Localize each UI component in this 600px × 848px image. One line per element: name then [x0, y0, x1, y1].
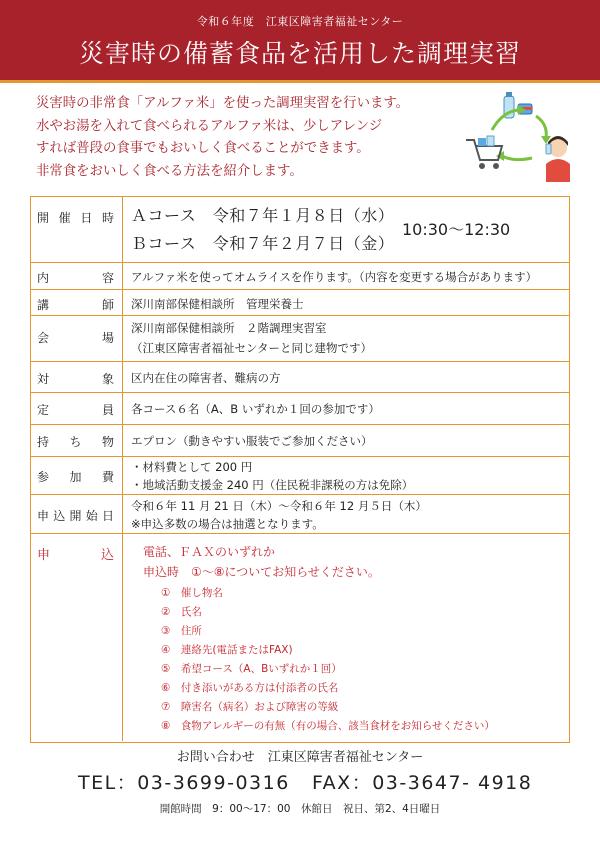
label-bring: 持ち物 — [37, 435, 114, 449]
label-date: 開催日時 — [37, 211, 114, 225]
application-item: ⑤ 希望コース（A、Bいずれか１回） — [161, 663, 342, 675]
intro-line: 非常食をおいしく食べる方法を紹介します。 — [36, 163, 303, 179]
row-date — [31, 197, 569, 262]
label-target: 対 象 — [37, 372, 114, 386]
period-line1: 令和６年 11 月 21 日（木）〜令和６年 12 月５日（木） — [131, 499, 427, 513]
event-details-table — [30, 196, 570, 743]
label-period: 申込開始日 — [37, 509, 114, 523]
intro-line: 水やお湯を入れて食べられるアルファ米は、少しアレンジ — [36, 118, 383, 134]
row-fee — [31, 456, 569, 494]
row-capacity — [31, 392, 569, 424]
phone-number: TEL：03-3699-0316 — [78, 772, 290, 794]
rolling-stock-illustration — [462, 90, 572, 182]
application-item: ⑧ 食物アレルギーの有無（有の場合、該当食材をお知らせください） — [161, 720, 495, 732]
label-fee: 参加費 — [37, 470, 114, 484]
target-value: 区内在住の障害者、難病の方 — [131, 371, 281, 385]
row-content — [31, 262, 569, 289]
row-target — [31, 361, 569, 392]
bring-value: エプロン（動きやすい服装でご参加ください） — [131, 434, 373, 448]
event-time: 10:30〜12:30 — [402, 220, 511, 239]
fee-line1: ・材料費として 200 円 — [131, 460, 253, 474]
label-lecturer: 講 師 — [37, 298, 114, 312]
row-period — [31, 494, 569, 533]
row-lecturer — [31, 289, 569, 315]
intro-line: すれば普段の食事でもおいしく食べることができます。 — [36, 141, 370, 156]
cycle-arrow-icon — [502, 156, 532, 160]
contact-heading: お問い合わせ 江東区障害者福祉センター — [176, 750, 424, 765]
application-method: 電話、ＦＡＸのいずれか — [143, 545, 276, 559]
label-content: 内 容 — [37, 271, 114, 285]
fee-line2: ・地域活動支援金 240 円（住民税非課税の方は免除） — [131, 478, 414, 492]
label-application: 申 込 — [37, 548, 114, 563]
header-banner — [0, 0, 600, 80]
venue-line1: 深川南部保健相談所 ２階調理実習室 — [131, 321, 327, 335]
intro-line: 災害時の非常食「アルファ米」を使った調理実習を行います。 — [36, 96, 410, 111]
header-subtitle: 令和６年度 江東区障害者福祉センター — [196, 15, 404, 28]
application-item: ② 氏名 — [161, 606, 202, 618]
lecturer-value: 深川南部保健相談所 管理栄養士 — [131, 297, 304, 311]
row-application — [31, 533, 569, 741]
capacity-value: 各コース６名（A、B いずれか１回の参加です） — [131, 402, 380, 416]
course-b: Ｂコース 令和７年２月７日（金） — [131, 234, 395, 253]
person-drinking-icon — [546, 136, 570, 182]
row-bring — [31, 424, 569, 456]
application-item: ⑥ 付き添いがある方は付添者の氏名 — [161, 682, 339, 694]
intro-text — [36, 93, 456, 183]
venue-line2: （江東区障害者福祉センターと同じ建物です） — [131, 341, 373, 355]
application-item: ⑦ 障害名（病名）および障害の等級 — [161, 701, 339, 713]
application-item: ① 催し物名 — [161, 587, 223, 599]
course-a: Ａコース 令和７年１月８日（水） — [131, 206, 395, 225]
application-item: ③ 住所 — [161, 625, 202, 637]
content-value: アルファ米を使ってオムライスを作ります。（内容を変更する場合があります） — [131, 270, 538, 284]
cycle-arrow-icon — [536, 116, 546, 138]
header-divider — [0, 80, 600, 83]
application-item: ④ 連絡先(電話またはFAX) — [161, 644, 293, 656]
period-line2: ※申込多数の場合は抽選となります。 — [131, 517, 324, 531]
fax-number: FAX：03-3647- 4918 — [312, 772, 533, 794]
row-venue — [31, 315, 569, 361]
label-capacity: 定 員 — [37, 403, 114, 417]
application-note: 申込時 ①〜⑧についてお知らせください。 — [143, 565, 380, 579]
label-venue: 会 場 — [37, 331, 114, 345]
shopping-cart-icon — [466, 136, 502, 169]
page-title: 災害時の備蓄食品を活用した調理実習 — [78, 39, 521, 68]
opening-hours: 開館時間 9：00〜17：00 休館日 祝日、第2、4日曜日 — [159, 803, 441, 815]
